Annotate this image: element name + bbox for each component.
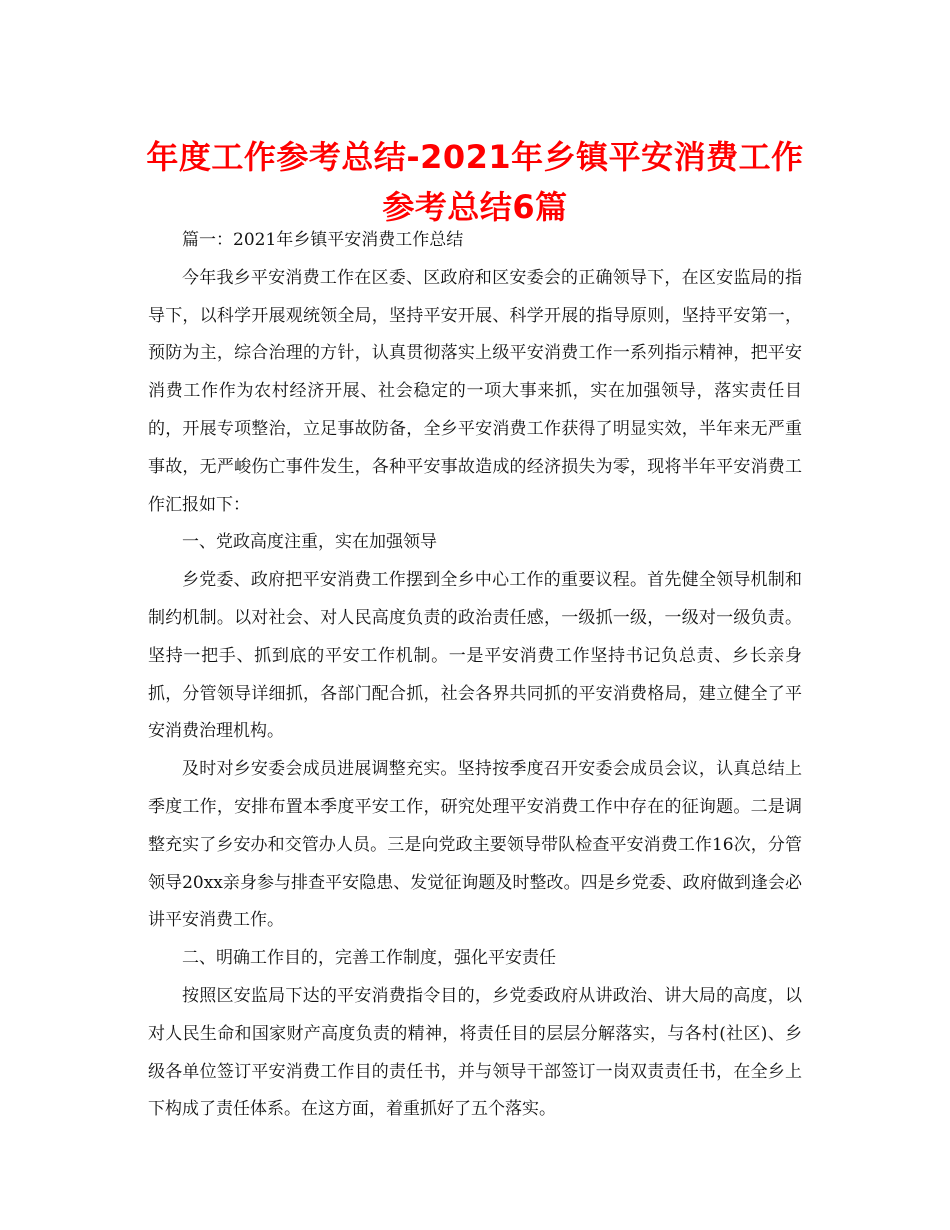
document-title: 年度工作参考总结-2021年乡镇平安消费工作参考总结6篇 [146,138,804,226]
body-paragraph: 今年我乡平安消费工作在区委、区政府和区安委会的正确领导下，在区安监局的指导下，以科学开展观统领全局，坚持平安开展、科学开展的指导原则，坚持平安第一，预防为主，综合治理的方针，认真贯彻落实上级平安消费工作一系列指示精神，把平安消费工作作为农村经济开展、社会稳定的一项大事来抓，实在加强领导，落实责任目的，开展专项整治，立足事故防备，全乡平安消费工作获得了明显实效，半年来无严重事故，无严峻伤亡事件发生，各种平安事故造成的经济损失为零，现将半年平安消费工作汇报如下： [148,267,802,515]
section-heading: 篇一：2021年乡镇平安消费工作总结 [182,230,464,250]
document-body [148,222,802,1129]
body-paragraph: 乡党委、政府把平安消费工作摆到全乡中心工作的重要议程。首先健全领导机制和制约机制。以对社会、对人民高度负责的政治责任感，一级抓一级，一级对一级负责。坚持一把手、抓到底的平安工作机制。一是平安消费工作坚持书记负总责、乡长亲身抓，分管领导详细抓，各部门配合抓，社会各界共同抓的平安消费格局，建立健全了平安消费治理机构。 [148,570,802,742]
section-heading: 二、明确工作目的，完善工作制度，强化平安责任 [182,948,556,969]
body-paragraph: 按照区安监局下达的平安消费指令目的，乡党委政府从讲政治、讲大局的高度，以对人民生命和国家财产高度负责的精神，将责任目的层层分解落实，与各村(社区)、乡级各单位签订平安消费工作目的责任书，并与领导干部签订一岗双责责任书，在全乡上下构成了责任体系。在这方面，着重抓好了五个落实。 [148,985,802,1120]
section-heading: 一、党政高度注重，实在加强领导 [182,532,437,553]
body-paragraph: 及时对乡安委会成员进展调整充实。坚持按季度召开安委会成员会议，认真总结上季度工作，安排布置本季度平安工作，研究处理平安消费工作中存在的征询题。二是调整充实了乡安办和交管办人员。三是向党政主要领导带队检查平安消费工作16次，分管领导20xx亲身参与排查平安隐患、发觉征询题及时整改。四是乡党委、政府做到逢会必讲平安消费工作。 [148,759,802,931]
